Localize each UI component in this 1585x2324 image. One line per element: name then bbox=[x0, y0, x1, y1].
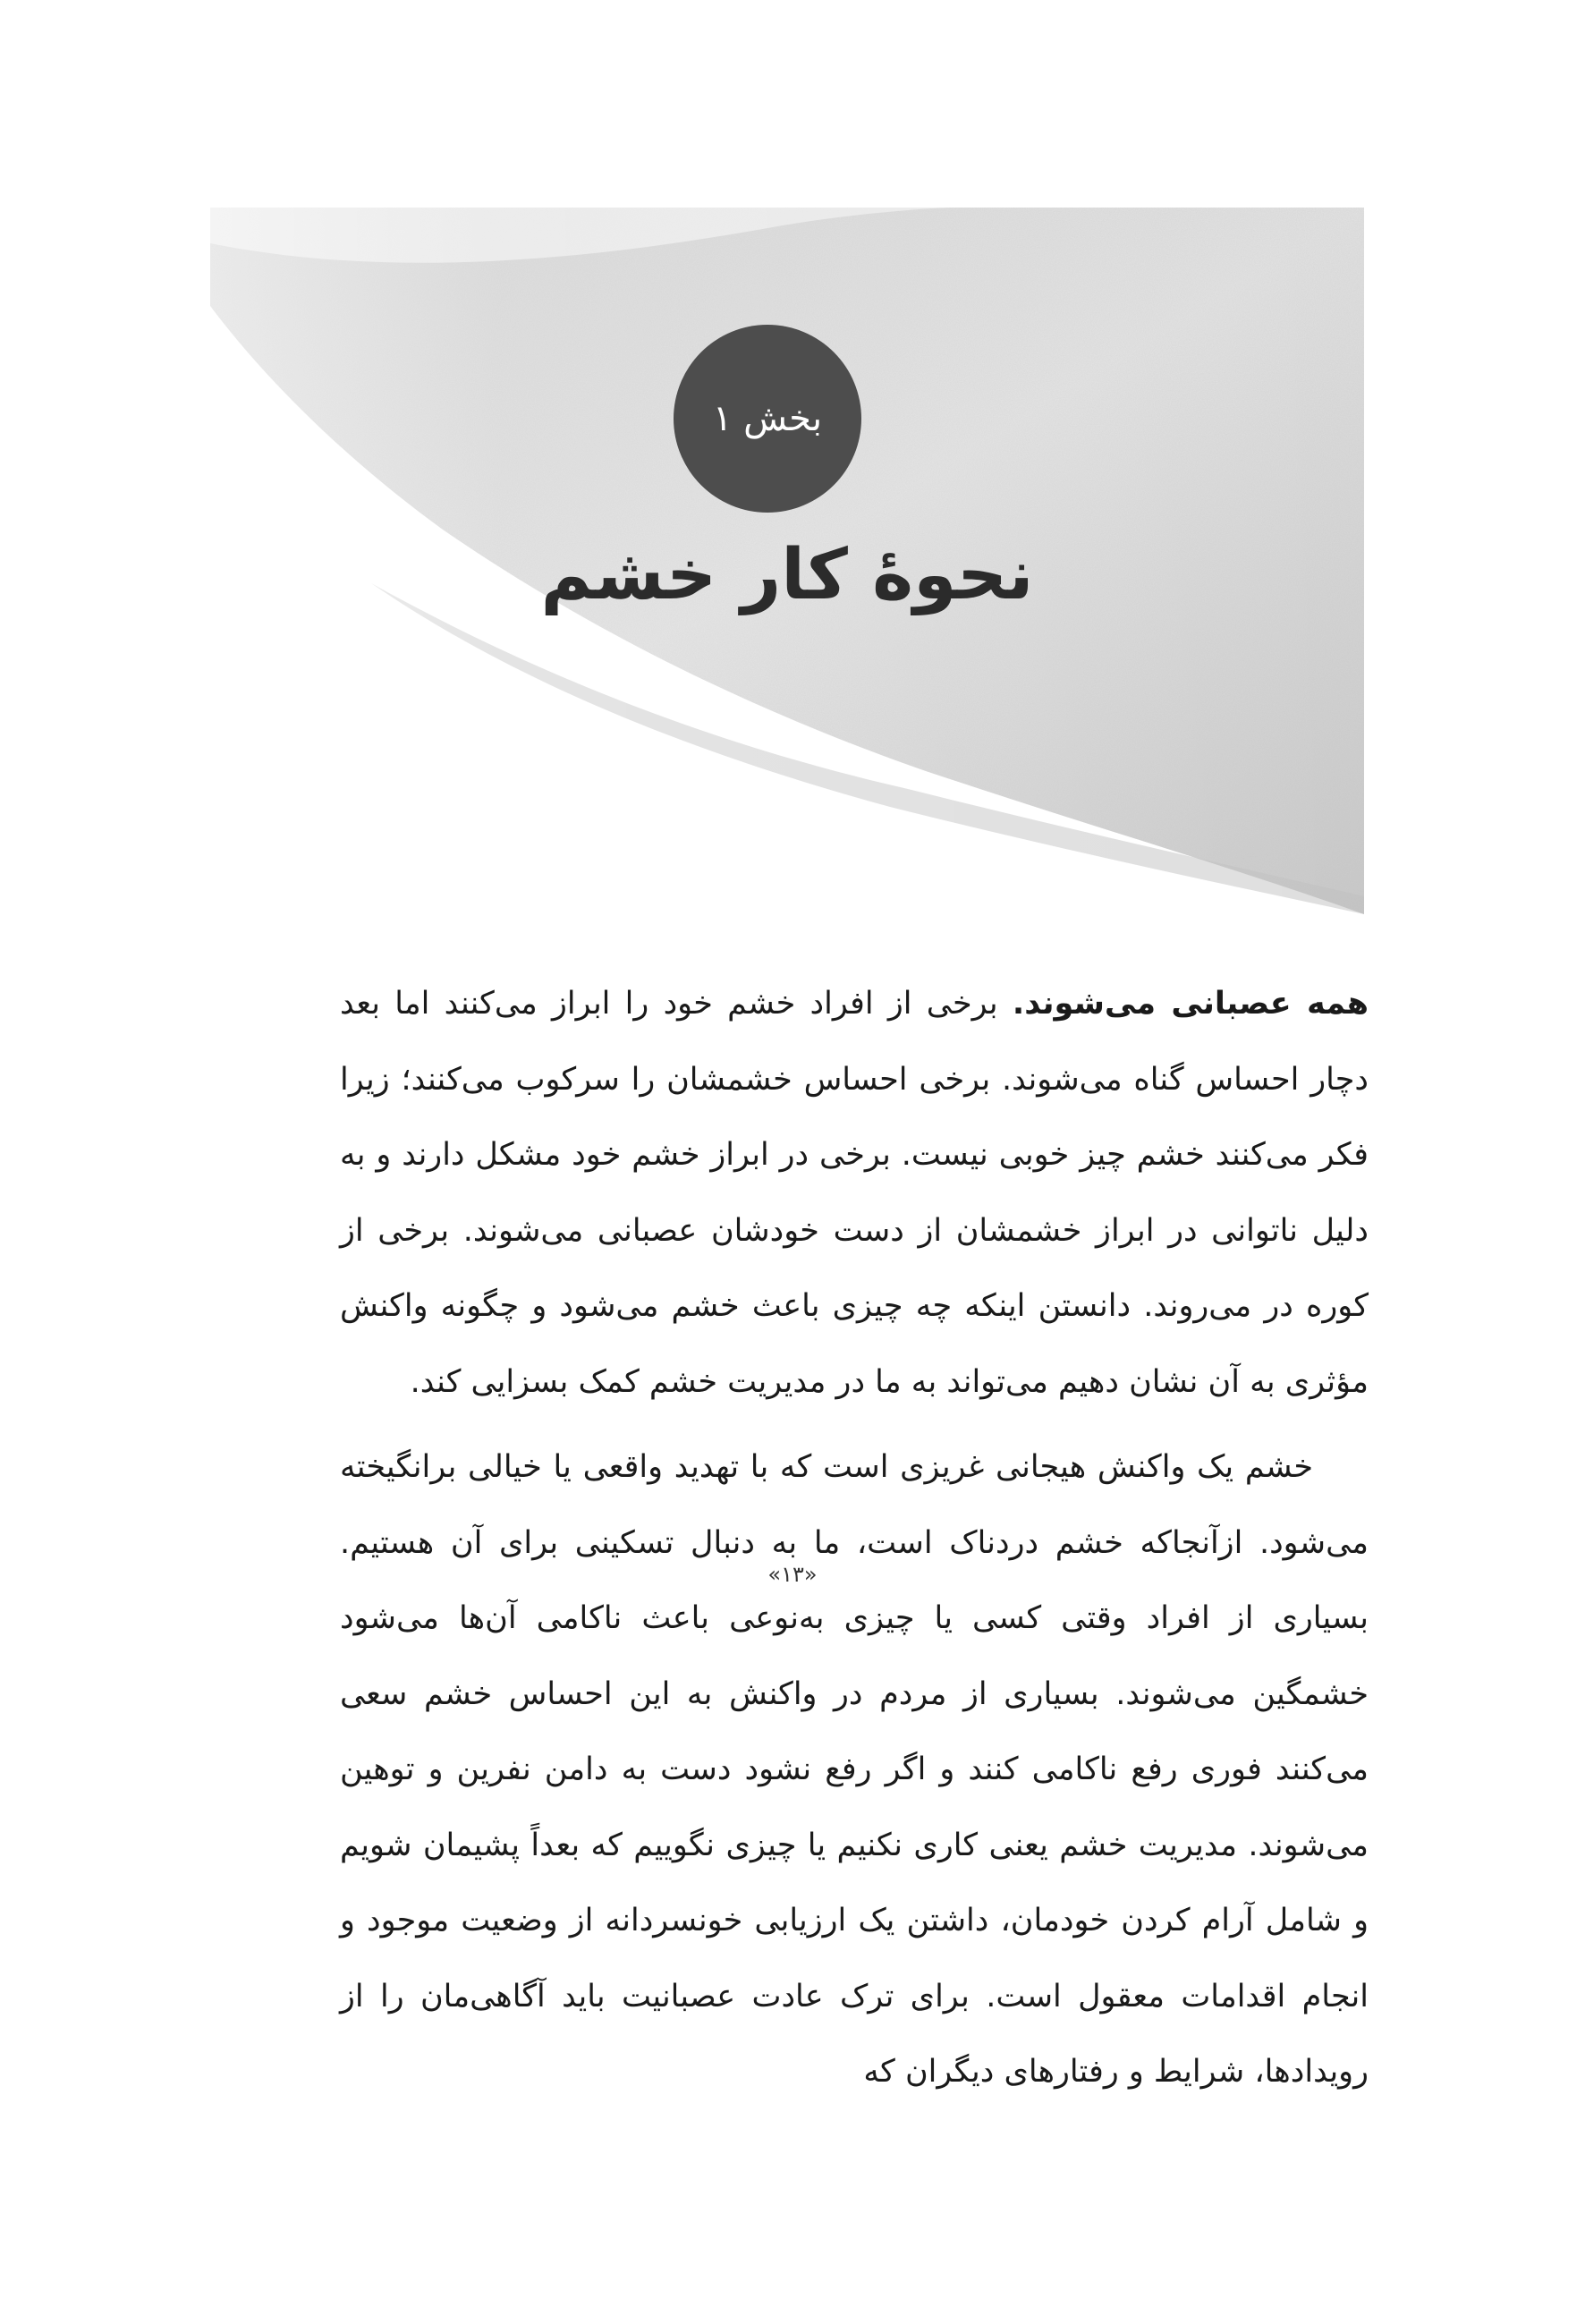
page-number: «۱۳» bbox=[767, 1562, 818, 1587]
body-paragraph-1 bbox=[340, 966, 1369, 1420]
paragraph-1-text: برخی از افراد خشم خود را ابراز می‌کنند اما بعد دچار احساس گناه می‌شوند. برخی احساس خشمشان را سرکوب می‌کنند؛ زیرا فکر می‌کنند خشم چیز خوبی نیست. برخی در ابراز خشم خود مشکل دارند و به دلیل ناتوانی در ابراز خشمشان از دست خودشان عصبانی می‌شوند. برخی از کوره در می‌روند. دانستن اینکه چه چیزی باعث خشم می‌شود و چگونه واکنش مؤثری به آن نشان دهیم می‌تواند به ما در مدیریت خشم کمک بسزایی کند. bbox=[340, 986, 1369, 1400]
chapter-title: نحوۀ کار خشم bbox=[540, 535, 1034, 615]
paragraph-1-lead: همه عصبانی می‌شوند. bbox=[1012, 986, 1369, 1022]
section-number-badge bbox=[674, 325, 861, 513]
body-paragraph-2: خشم یک واکنش هیجانی غریزی است که با تهدید واقعی یا خیالی برانگیخته می‌شود. ازآنجاکه خشم دردناک است، ما به دنبال تسکینی برای آن هستیم. بسیاری از افراد وقتی کسی یا چیزی به‌نوعی باعث ناکامی آن‌ها می‌شود خشمگین می‌شوند. بسیاری از مردم در واکنش به این احساس خشم سعی می‌کنند فوری رفع ناکامی کنند و اگر رفع نشود دست به دامن نفرین و توهین می‌شوند. مدیریت خشم یعنی کاری نکنیم یا چیزی نگوییم که بعداً پشیمان شویم و شامل آرام کردن خودمان، داشتن یک ارزیابی خونسردانه از وضعیت موجود و انجام اقدامات معقول است. برای ترک عادت عصبانیت باید آگاهی‌مان را از رویدادها، شرایط و رفتارهای دیگران که bbox=[340, 1449, 1369, 2090]
section-label: بخش ۱ bbox=[712, 398, 823, 439]
